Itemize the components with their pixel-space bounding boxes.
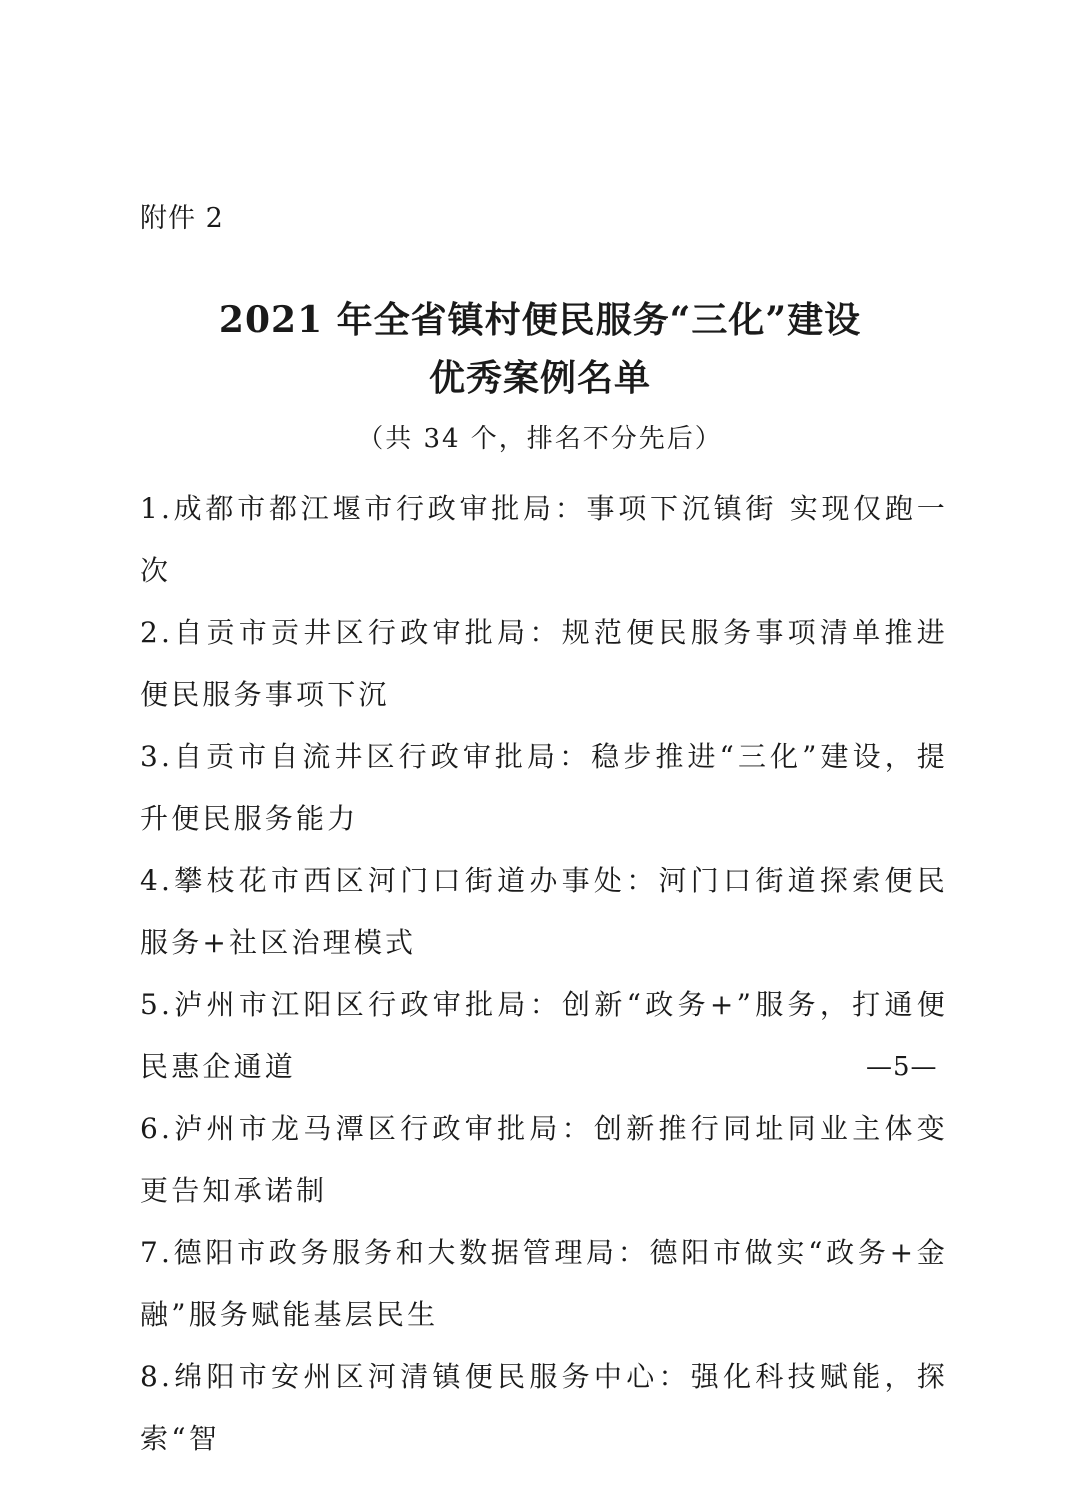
list-item: 5.泸州市江阳区行政审批局：创新“政务+”服务，打通便民惠企通道 bbox=[140, 988, 948, 1083]
attachment-label: 附件 2 bbox=[140, 203, 224, 234]
page-number: —5— bbox=[866, 1052, 938, 1082]
case-list bbox=[140, 478, 948, 1470]
list-item: 7.德阳市政务服务和大数据管理局：德阳市做实“政务+金融”服务赋能基层民生 bbox=[140, 1236, 948, 1331]
list-item: 2.自贡市贡井区行政审批局：规范便民服务事项清单推进便民服务事项下沉 bbox=[140, 616, 948, 711]
list-item: 6.泸州市龙马潭区行政审批局：创新推行同址同业主体变更告知承诺制 bbox=[140, 1112, 948, 1207]
document-title-line-1: 2021 年全省镇村便民服务“三化”建设 bbox=[218, 299, 862, 341]
list-item: 1.成都市都江堰市行政审批局：事项下沉镇街 实现仅跑一次 bbox=[140, 492, 948, 587]
document-title-line-2: 优秀案例名单 bbox=[428, 357, 651, 399]
list-item: 8.绵阳市安州区河清镇便民服务中心：强化科技赋能，探索“智 bbox=[140, 1360, 948, 1455]
list-item: 3.自贡市自流井区行政审批局：稳步推进“三化”建设，提升便民服务能力 bbox=[140, 740, 948, 835]
list-item: 4.攀枝花市西区河门口街道办事处：河门口街道探索便民服务+社区治理模式 bbox=[140, 864, 948, 959]
document-subtitle: （共 34 个，排名不分先后） bbox=[357, 424, 723, 454]
